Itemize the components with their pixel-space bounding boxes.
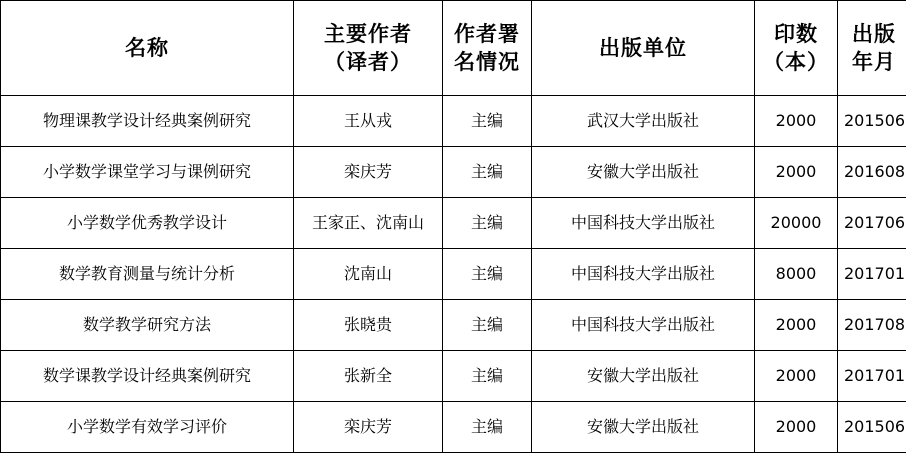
cell-sign [443,147,532,198]
cell-name-text: 小学数学课堂学习与课例研究 [1,161,293,183]
cell-name [1,249,294,300]
cell-name [1,351,294,402]
cell-press-text: 武汉大学出版社 [532,110,754,132]
column-header-date-line1: 出版 [838,20,906,48]
table-row [1,198,906,249]
column-header-count-line2: （本） [755,48,837,76]
cell-sign [443,198,532,249]
cell-count-text: 2000 [755,416,837,438]
cell-count-text: 2000 [755,314,837,336]
cell-sign [443,96,532,147]
column-header-count-line1: 印数 [755,20,837,48]
cell-author [294,402,443,453]
column-header-date [838,1,906,96]
column-header-date-line2: 年月 [838,48,906,76]
cell-date-text: 201706 [838,212,906,234]
cell-sign-text: 主编 [443,212,531,234]
cell-author [294,351,443,402]
cell-count [755,300,838,351]
cell-sign [443,249,532,300]
cell-count [755,249,838,300]
cell-name-text: 小学数学优秀教学设计 [1,212,293,234]
cell-count-text: 2000 [755,365,837,387]
cell-date [838,147,906,198]
cell-date [838,249,906,300]
cell-press-text: 中国科技大学出版社 [532,263,754,285]
cell-name [1,402,294,453]
cell-date-text: 201701 [838,263,906,285]
table-row [1,249,906,300]
cell-date-text: 201608 [838,161,906,183]
cell-date-text: 201506 [838,110,906,132]
cell-name [1,300,294,351]
cell-press [532,300,755,351]
cell-press [532,198,755,249]
cell-date [838,198,906,249]
cell-date-text: 201506 [838,416,906,438]
cell-name-text: 数学课教学设计经典案例研究 [1,365,293,387]
cell-author [294,249,443,300]
cell-name-text: 小学数学有效学习评价 [1,416,293,438]
cell-sign-text: 主编 [443,161,531,183]
cell-author-text: 张晓贵 [294,314,442,336]
cell-author [294,96,443,147]
cell-date [838,300,906,351]
cell-press [532,402,755,453]
cell-press-text: 安徽大学出版社 [532,365,754,387]
cell-press-text: 中国科技大学出版社 [532,314,754,336]
column-header-count [755,1,838,96]
table-row [1,351,906,402]
cell-author-text: 沈南山 [294,263,442,285]
cell-press [532,96,755,147]
cell-count-text: 2000 [755,161,837,183]
cell-name-text: 物理课教学设计经典案例研究 [1,110,293,132]
cell-author-text: 栾庆芳 [294,416,442,438]
column-header-sign-line2: 名情况 [443,48,531,76]
cell-date [838,351,906,402]
cell-name-text: 数学教学研究方法 [1,314,293,336]
column-header-press [532,1,755,96]
cell-press-text: 中国科技大学出版社 [532,212,754,234]
cell-date-text: 201708 [838,314,906,336]
cell-date [838,402,906,453]
column-header-sign-line1: 作者署 [443,20,531,48]
cell-name-text: 数学教育测量与统计分析 [1,263,293,285]
cell-sign-text: 主编 [443,263,531,285]
cell-count [755,198,838,249]
cell-date [838,96,906,147]
cell-author-text: 张新全 [294,365,442,387]
table-header-row [1,1,906,96]
cell-author-text: 栾庆芳 [294,161,442,183]
cell-sign-text: 主编 [443,416,531,438]
column-header-author-line2: （译者） [294,48,442,76]
column-header-author-line1: 主要作者 [294,20,442,48]
cell-author-text: 王从戎 [294,110,442,132]
cell-press [532,147,755,198]
cell-author [294,147,443,198]
cell-press [532,249,755,300]
cell-date-text: 201701 [838,365,906,387]
cell-count-text: 20000 [755,212,837,234]
cell-author-text: 王家正、沈南山 [294,212,442,234]
column-header-sign [443,1,532,96]
column-header-name [1,1,294,96]
cell-count-text: 8000 [755,263,837,285]
cell-sign-text: 主编 [443,110,531,132]
cell-count [755,147,838,198]
table-row [1,96,906,147]
cell-name [1,96,294,147]
column-header-author [294,1,443,96]
cell-sign [443,351,532,402]
table-row [1,300,906,351]
cell-author [294,300,443,351]
cell-sign-text: 主编 [443,365,531,387]
table-row [1,147,906,198]
table-row [1,402,906,453]
column-header-name-line1: 名称 [1,34,293,62]
cell-count-text: 2000 [755,110,837,132]
cell-count [755,402,838,453]
cell-sign-text: 主编 [443,314,531,336]
cell-press-text: 安徽大学出版社 [532,416,754,438]
cell-name [1,198,294,249]
cell-press [532,351,755,402]
cell-press-text: 安徽大学出版社 [532,161,754,183]
cell-sign [443,402,532,453]
cell-author [294,198,443,249]
column-header-press-line1: 出版单位 [532,34,754,62]
cell-name [1,147,294,198]
cell-count [755,96,838,147]
cell-sign [443,300,532,351]
cell-count [755,351,838,402]
